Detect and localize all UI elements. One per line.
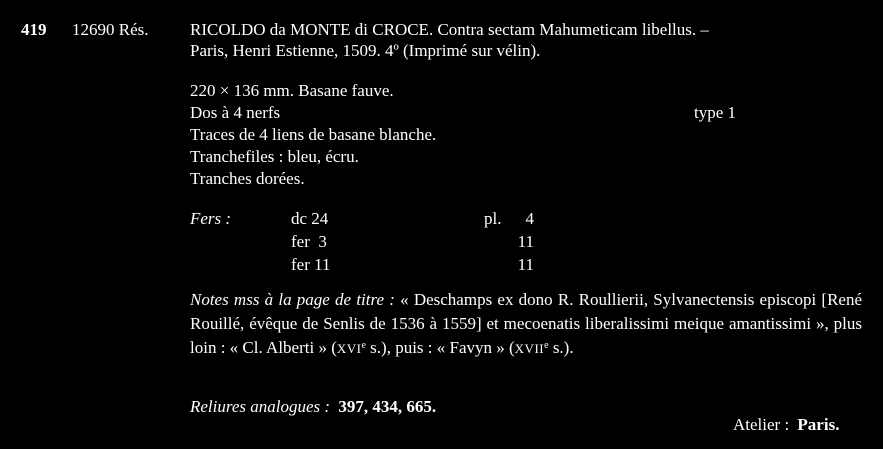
- reliures-label: Reliures analogues :: [190, 397, 331, 416]
- fers-plate: 11: [517, 255, 534, 274]
- century-smallcaps: XVII: [514, 341, 545, 356]
- spine: Dos à 4 nerfs: [190, 103, 281, 122]
- century-superscript: e: [544, 340, 549, 351]
- size-binding: 220 × 136 mm. Basane fauve.: [190, 81, 394, 100]
- notes-paragraph: [190, 288, 862, 361]
- century-smallcaps: XVI: [336, 341, 362, 356]
- edges: Tranches dorées.: [190, 169, 305, 188]
- atelier-line: [733, 415, 839, 435]
- ties: Traces de 4 liens de basane blanche.: [190, 125, 437, 144]
- fers-tool: fer 11: [291, 255, 331, 274]
- fers-plate: 11: [517, 232, 534, 251]
- notes-text: « Deschamps ex dono R. Roullierii, Sylvanectensis episcopi [René Rouillé, évêque de Senlis de 1536 à 1559] et mecoenatis liberalissimi meique amantissimi », plus loin : « Cl. Alberti » (: [190, 290, 862, 357]
- entry-number: 419: [21, 20, 47, 39]
- headbands: Tranchefiles : bleu, écru.: [190, 147, 359, 166]
- reliures-refs: 397, 434, 665.: [338, 397, 437, 416]
- fers-label: Fers :: [190, 209, 232, 228]
- notes-label: Notes mss à la page de titre :: [190, 290, 395, 309]
- fers-pl-label: pl.: [484, 209, 502, 228]
- shelfmark: 12690 Rés.: [72, 20, 149, 39]
- atelier-value: Paris.: [797, 415, 840, 434]
- spine-type: type 1: [694, 103, 737, 122]
- fers-tool: fer 3: [291, 232, 327, 251]
- fers-plate: 4: [525, 209, 534, 228]
- title-line-2: Paris, Henri Estienne, 1509. 4º (Imprimé sur vélin).: [190, 41, 541, 60]
- century-superscript: e: [361, 340, 366, 351]
- title-line-1: RICOLDO da MONTE di CROCE. Contra sectam Mahumeticam libellus. –: [190, 20, 709, 39]
- reliures-line: [190, 397, 436, 417]
- fers-tool: dc 24: [291, 209, 329, 228]
- atelier-label: Atelier :: [733, 415, 790, 434]
- notes-text: s.).: [548, 338, 574, 357]
- notes-text: s.), puis : « Favyn » (: [365, 338, 515, 357]
